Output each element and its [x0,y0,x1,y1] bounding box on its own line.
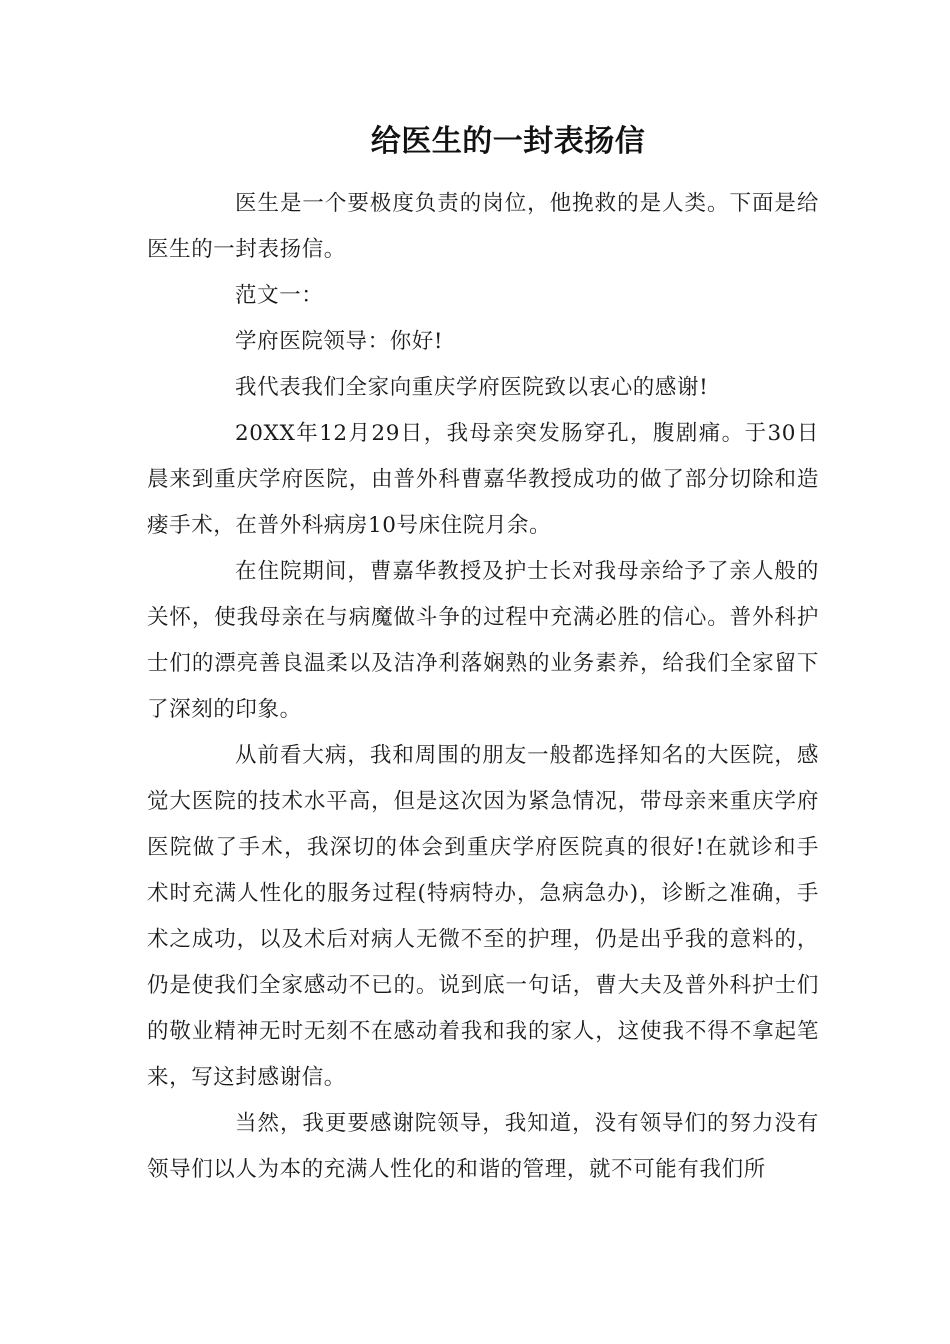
document-title: 给医生的一封表扬信 [370,124,646,159]
paragraph-experience: 从前看大病，我和周围的朋友一般都选择知名的大医院，感觉大医院的技术水平高，但是这次因为紧急情况，带母亲来重庆学府医院做了手术，我深切的体会到重庆学府医院真的很好!在就诊和手术时充满人性化的服务过程(特病特办，急病急办)，诊断之准确，手术之成功，以及术后对病人无微不至的护理，仍是出乎我的意料的，仍是使我们全家感动不已的。说到底一句话，曹大夫及普外科护士们的敬业精神无时无刻不在感动着我和我的家人，这使我不得不拿起笔来，写这封感谢信。 [147,743,819,1090]
paragraph-leadership: 当然，我更要感谢院领导，我知道，没有领导们的努力没有领导们以人为本的充满人性化的和谐的管理，就不可能有我们所 [147,1111,819,1182]
paragraph-hospital-stay: 在住院期间，曹嘉华教授及护士长对我母亲给予了亲人般的关怀，使我母亲在与病魔做斗争的过程中充满必胜的信心。普外科护士们的漂亮善良温柔以及洁净利落娴熟的业务素养，给我们全家留下了深刻的印象。 [147,559,819,722]
document-body [147,181,819,1193]
paragraph-salutation: 学府医院领导：你好! [235,329,444,354]
paragraph-sample-label: 范文一： [235,283,324,308]
paragraph-intro: 医生是一个要极度负责的岗位，他挽救的是人类。下面是给医生的一封表扬信。 [147,191,819,262]
paragraph-thanks: 我代表我们全家向重庆学府医院致以衷心的感谢! [235,375,709,400]
paragraph-incident: 20XX年12月29日，我母亲突发肠穿孔，腹剧痛。于30日晨来到重庆学府医院，由普外科曹嘉华教授成功的做了部分切除和造瘘手术，在普外科病房10号床住院月余。 [147,421,819,538]
